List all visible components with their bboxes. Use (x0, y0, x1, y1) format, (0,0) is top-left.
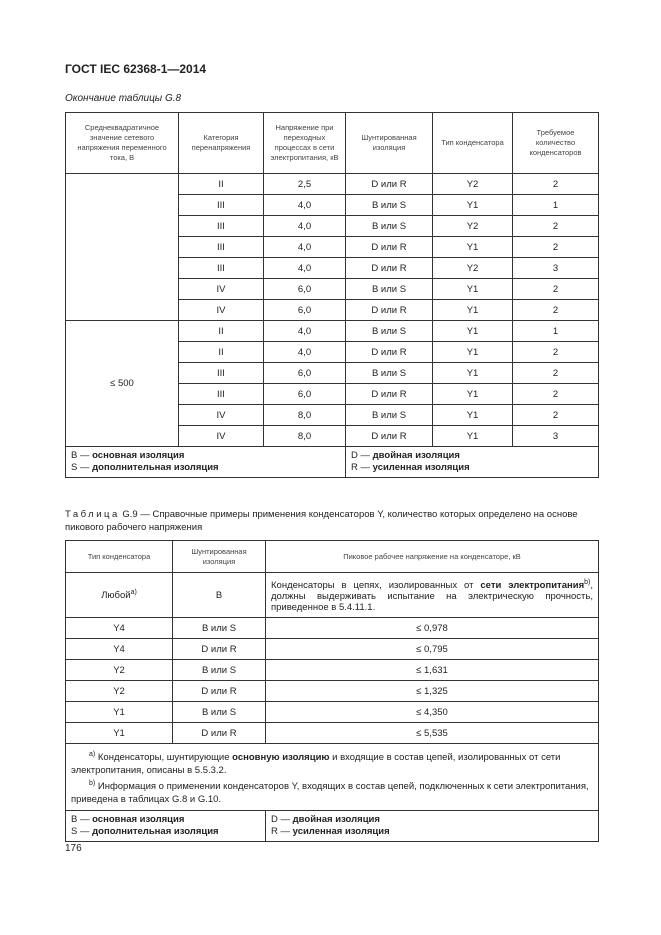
table-cell: IV (179, 405, 264, 426)
table-cell: 2 (513, 174, 599, 195)
table-cell: Y1 (433, 363, 513, 384)
table-cell: D или R (173, 681, 266, 702)
table-row (66, 681, 599, 702)
table-cell: ≤ 0,978 (266, 618, 599, 639)
table-row (66, 573, 599, 618)
cell-mains-voltage (66, 174, 179, 321)
table-cell: D или R (346, 174, 433, 195)
column-header: Напряжение при переходных процессах в сети электропитания, кВ (264, 113, 346, 174)
table-cell: IV (179, 279, 264, 300)
legend-left: B — основная изоляция S — дополнительная изоляция (66, 447, 346, 478)
table-cell: Y1 (433, 384, 513, 405)
table-row (66, 639, 599, 660)
table-cell: 3 (513, 258, 599, 279)
legend-right: D — двойная изоляция R — усиленная изоляция (346, 447, 599, 478)
table-row (66, 618, 599, 639)
column-header: Тип конденсатора (433, 113, 513, 174)
table-g8-caption: Окончание таблицы G.8 (65, 93, 182, 104)
table-row (66, 660, 599, 681)
table-cell: 4,0 (264, 195, 346, 216)
document-title: ГОСТ IEC 62368-1—2014 (65, 62, 207, 76)
table-cell: Y4 (66, 639, 173, 660)
column-header: Категория перенапряжения (179, 113, 264, 174)
table-cell: 6,0 (264, 384, 346, 405)
column-header: Пиковое рабочее напряжение на конденсаторе, кВ (266, 541, 599, 573)
table-cell: ≤ 1,325 (266, 681, 599, 702)
table-row (66, 321, 599, 342)
cell-voltage: Конденсаторы в цепях, изолированных от сети электропитания$^{b)}$, должны выдерживать испытание на электрическую прочность, приведенное в 5.4.11.1. (266, 573, 599, 618)
table-cell: B или S (346, 405, 433, 426)
table-cell: 4,0 (264, 237, 346, 258)
legend-right: D — двойная изоляция R — усиленная изоляция (266, 811, 599, 842)
table-cell: 2,5 (264, 174, 346, 195)
cell-insulation: B (173, 573, 266, 618)
table-cell: Y2 (433, 216, 513, 237)
table-cell: D или R (346, 342, 433, 363)
table-cell: D или R (346, 426, 433, 447)
table-cell: 2 (513, 300, 599, 321)
table-cell: 6,0 (264, 363, 346, 384)
column-header: Шунтированная изоляция (346, 113, 433, 174)
footnotes-row (66, 744, 599, 811)
page-number: 176 (65, 843, 82, 854)
table-cell: 2 (513, 384, 599, 405)
table-cell: 3 (513, 426, 599, 447)
cell-type: Любой$^{a)}$ (66, 573, 173, 618)
table-cell: B или S (173, 660, 266, 681)
table-cell: Y1 (66, 702, 173, 723)
table-cell: Y2 (66, 660, 173, 681)
table-cell: Y1 (433, 279, 513, 300)
table-cell: 8,0 (264, 426, 346, 447)
table-cell: ≤ 4,350 (266, 702, 599, 723)
table-cell: Y2 (66, 681, 173, 702)
table-header-row (66, 541, 599, 573)
table-cell: III (179, 363, 264, 384)
table-cell: D или R (346, 237, 433, 258)
table-cell: 4,0 (264, 342, 346, 363)
table-cell: Y1 (433, 342, 513, 363)
table-cell: Y1 (433, 321, 513, 342)
column-header: Требуемое количество конденсаторов (513, 113, 599, 174)
table-cell: D или R (173, 639, 266, 660)
table-cell: II (179, 342, 264, 363)
table-cell: 8,0 (264, 405, 346, 426)
table-cell: 4,0 (264, 321, 346, 342)
table-cell: IV (179, 426, 264, 447)
legend-row (66, 447, 599, 478)
table-cell: D или R (173, 723, 266, 744)
table-row (66, 702, 599, 723)
table-cell: 2 (513, 216, 599, 237)
table-cell: III (179, 258, 264, 279)
table-cell: B или S (346, 195, 433, 216)
table-cell: Y1 (433, 237, 513, 258)
footnote-b: $^{b)}$ Информация о применении конденсаторов Y, входящих в состав цепей, подключенных к сети электропитания, приведена в таблицах G.8 и G.10. (71, 780, 589, 806)
table-cell: 1 (513, 321, 599, 342)
table-cell: IV (179, 300, 264, 321)
table-cell: III (179, 195, 264, 216)
table-cell: 2 (513, 237, 599, 258)
footnote-a: $^{a)}$ Конденсаторы, шунтирующие основную изоляцию и входящие в состав цепей, изолированных от сети электропитания, описаны в 5.5.3.2. (71, 751, 561, 777)
table-cell: D или R (346, 384, 433, 405)
cell-mains-voltage: ≤ 500 (66, 321, 179, 447)
table-cell: B или S (346, 321, 433, 342)
table-cell: ≤ 5,535 (266, 723, 599, 744)
table-cell: II (179, 321, 264, 342)
table-cell: 2 (513, 363, 599, 384)
table-header-row (66, 113, 599, 174)
table-cell: 2 (513, 405, 599, 426)
table-cell: III (179, 237, 264, 258)
table-cell: B или S (173, 618, 266, 639)
table-cell: B или S (346, 216, 433, 237)
table-row (66, 174, 599, 195)
table-cell: D или R (346, 258, 433, 279)
table-cell: 2 (513, 342, 599, 363)
table-cell: 6,0 (264, 279, 346, 300)
table-cell: 4,0 (264, 258, 346, 279)
table-cell: 1 (513, 195, 599, 216)
table-row (66, 723, 599, 744)
table-cell: 4,0 (264, 216, 346, 237)
table-cell: II (179, 174, 264, 195)
table-cell: ≤ 1,631 (266, 660, 599, 681)
table-cell: III (179, 384, 264, 405)
table-cell: Y1 (433, 195, 513, 216)
table-cell: B или S (173, 702, 266, 723)
column-header: Тип конденсатора (66, 541, 173, 573)
table-cell: Y2 (433, 258, 513, 279)
table-cell: Y1 (433, 300, 513, 321)
table-g9-caption: Таблица G.9 — Справочные примеры применения конденсаторов Y, количество которых определено на основе пикового рабочего напряжения (65, 509, 578, 533)
table-g8 (65, 112, 599, 478)
table-cell: 2 (513, 279, 599, 300)
table-cell: Y4 (66, 618, 173, 639)
table-cell: B или S (346, 363, 433, 384)
table-cell: 6,0 (264, 300, 346, 321)
table-cell: Y1 (433, 405, 513, 426)
column-header: Среднеквадратичное значение сетевого напряжения переменного тока, В (66, 113, 179, 174)
table-cell: B или S (346, 279, 433, 300)
footnotes (66, 744, 599, 811)
table-g9 (65, 540, 599, 842)
table-cell: Y1 (66, 723, 173, 744)
table-cell: III (179, 216, 264, 237)
table-cell: Y2 (433, 174, 513, 195)
table-cell: Y1 (433, 426, 513, 447)
legend-row (66, 811, 599, 842)
column-header: Шунтированная изоляция (173, 541, 266, 573)
legend-left: B — основная изоляция S — дополнительная изоляция (66, 811, 266, 842)
table-cell: ≤ 0,795 (266, 639, 599, 660)
table-cell: D или R (346, 300, 433, 321)
